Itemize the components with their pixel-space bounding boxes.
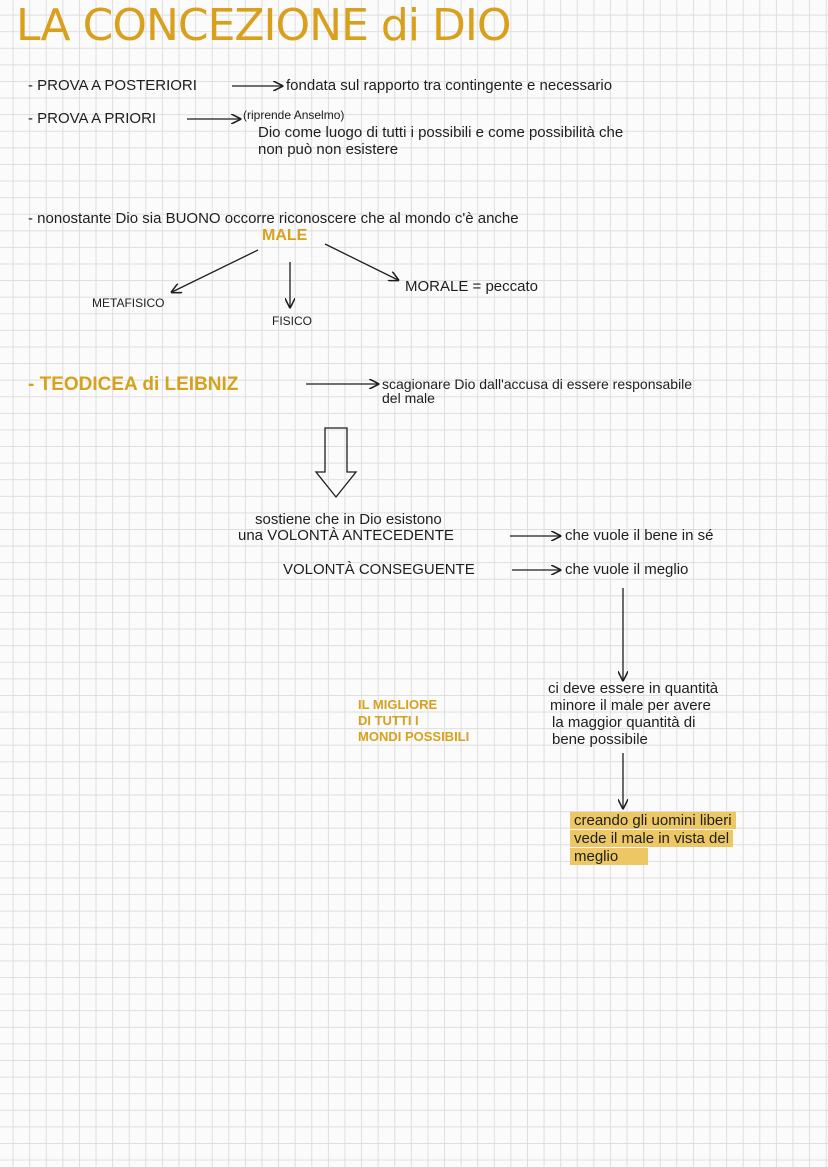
evil-keyword: MALE [262, 227, 308, 244]
arrow-down-right-icon [325, 244, 398, 280]
evil-type-morale: MORALE = peccato [405, 278, 538, 295]
conclusion-1-text: creando gli uomini liberi [570, 812, 736, 829]
conclusion-3-text: meglio [570, 848, 648, 865]
will-antecedente-desc: che vuole il bene in sé [565, 527, 714, 544]
proof-priori-label: - PROVA A PRIORI [28, 110, 157, 127]
best-world-2: DI TUTTI I [358, 713, 419, 728]
evil-intro: - nonostante Dio sia BUONO occorre riconoscere che al mondo c'è anche [28, 210, 519, 227]
proof-priori-desc-1: Dio come luogo di tutti i possibili e come possibilità che [258, 124, 624, 141]
consequence-3: la maggior quantità di [552, 714, 696, 731]
big-down-arrow-icon [316, 428, 356, 497]
evil-type-metafisico: METAFISICO [92, 296, 165, 310]
arrow-down-left-icon [172, 250, 258, 292]
page-title: LA CONCEZIONE di DIO [16, 0, 511, 51]
consequence-4: bene possibile [552, 731, 648, 748]
conclusion-2-text: vede il male in vista del [570, 830, 733, 847]
will-antecedente-label: una VOLONTÀ ANTECEDENTE [238, 527, 454, 544]
proof-priori-desc-2: non può non esistere [258, 141, 399, 158]
will-conseguente-label: VOLONTÀ CONSEGUENTE [283, 561, 475, 578]
leibniz-desc-2: del male [382, 390, 435, 406]
leibniz-heading: - TEODICEA di LEIBNIZ [28, 374, 239, 395]
consequence-1: ci deve essere in quantità [548, 680, 719, 697]
consequence-2: minore il male per avere [550, 697, 711, 714]
proof-priori-note: (riprende Anselmo) [243, 108, 345, 122]
best-world-3: MONDI POSSIBILI [358, 729, 470, 744]
proof-posteriori-label: - PROVA A POSTERIORI [28, 77, 197, 94]
evil-type-fisico: FISICO [272, 314, 313, 328]
proof-posteriori-desc: fondata sul rapporto tra contingente e necessario [286, 77, 613, 94]
best-world-1: IL MIGLIORE [358, 697, 438, 712]
will-conseguente-desc: che vuole il meglio [565, 561, 689, 578]
leibniz-desc-1: scagionare Dio dall'accusa di essere responsabile [382, 376, 693, 392]
leibniz-intro: sostiene che in Dio esistono [255, 511, 442, 528]
